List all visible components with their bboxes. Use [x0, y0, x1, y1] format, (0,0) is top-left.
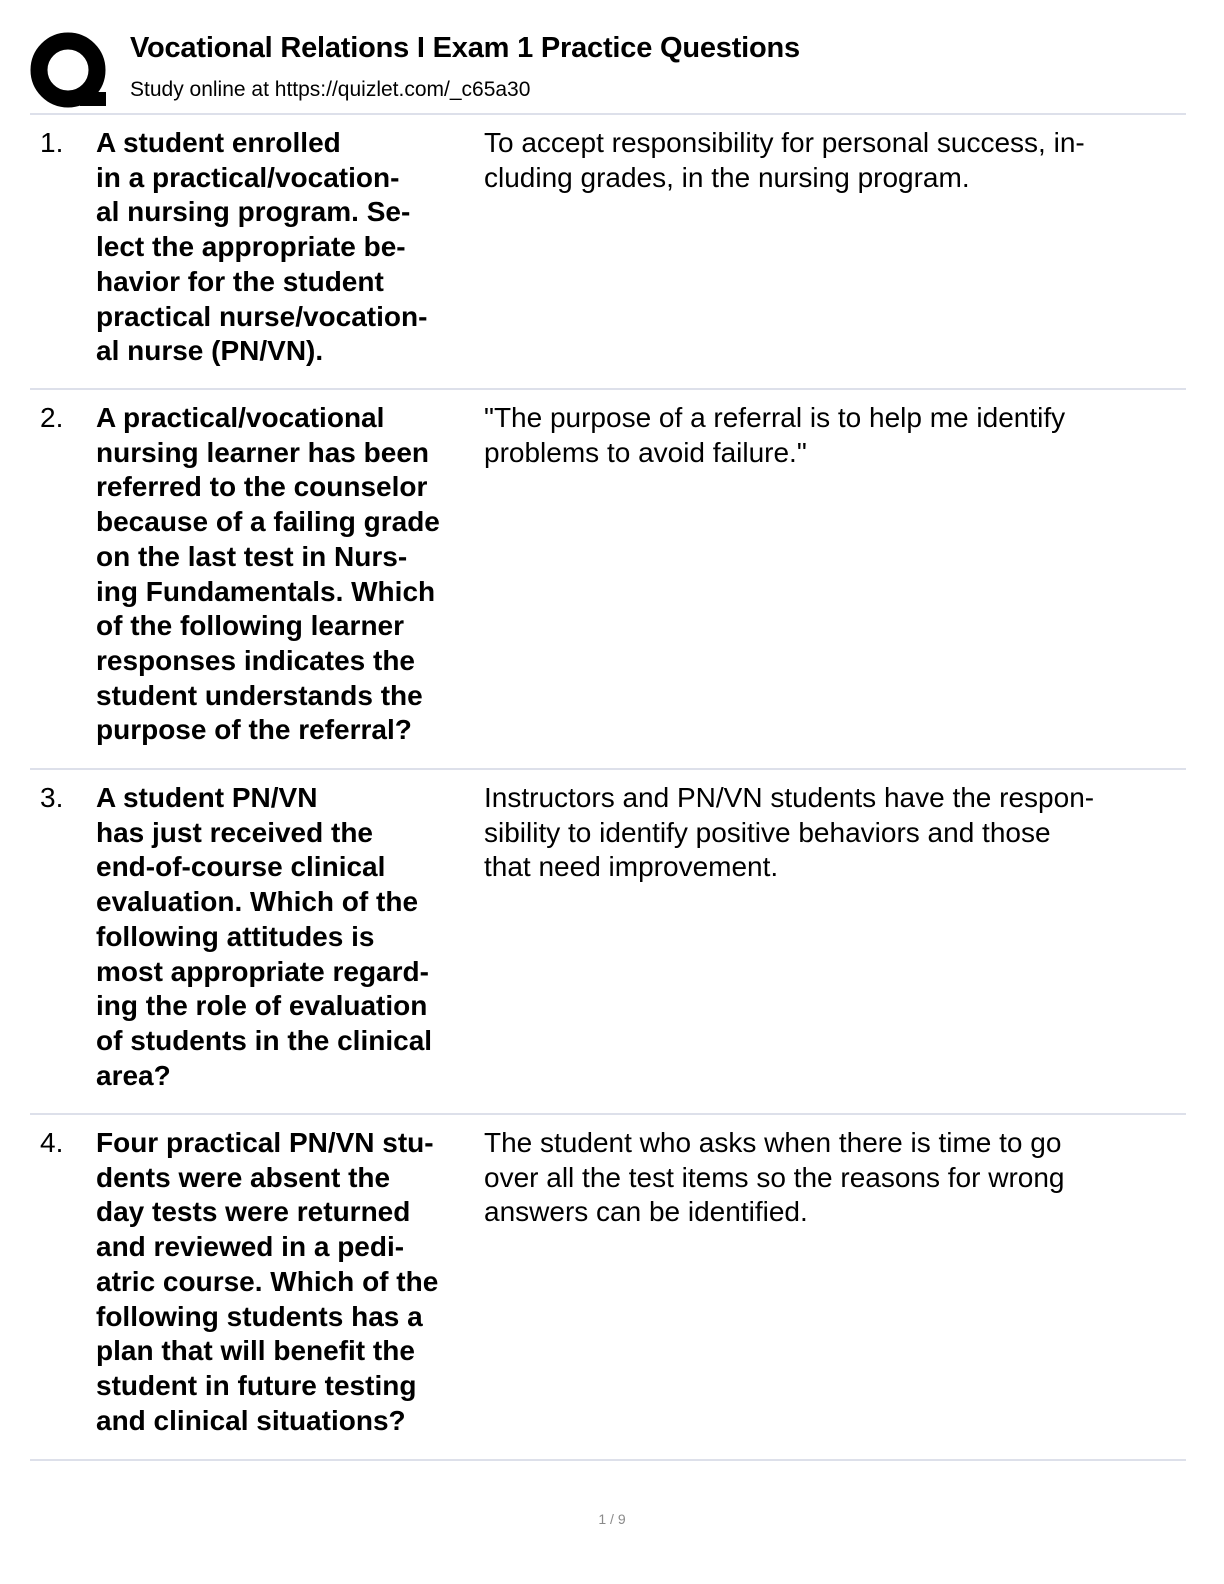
page-subtitle: Study online at https://quizlet.com/_c65a30 [130, 78, 531, 101]
question-text: A student enrolled in a practical/vocation- al nursing program. Se- lect the appropriate be- havior for the student practical nurse/vocation- al nurse (PN/VN). [96, 127, 428, 367]
question-number: 2. [40, 402, 64, 433]
card-divider [30, 388, 1186, 390]
answer-text: "The purpose of a referral is to help me identify problems to avoid failure." [484, 402, 1066, 468]
card-divider [30, 768, 1186, 770]
answer-text: To accept responsibility for personal success, in- cluding grades, in the nursing program. [484, 127, 1085, 193]
question-number: 1. [40, 127, 64, 158]
question-text: A student PN/VN has just received the end-of-course clinical evaluation. Which of the following attitudes is most appropriate regard- ing the role of evaluation of students in the clinical area? [96, 782, 433, 1091]
answer-text: Instructors and PN/VN students have the respon- sibility to identify positive behaviors and those that need improvement. [484, 782, 1095, 883]
question-number: 4. [40, 1127, 64, 1158]
question-text: Four practical PN/VN stu- dents were absent the day tests were returned and reviewed in a pedi- atric course. Which of the following students has a plan that will benefit the student in future testing and clinical situations? [96, 1127, 439, 1436]
page-title: Vocational Relations I Exam 1 Practice Questions [130, 32, 800, 64]
document-header [28, 28, 1188, 114]
header-divider [30, 113, 1186, 115]
answer-text: The student who asks when there is time to go over all the test items so the reasons for wrong answers can be identified. [484, 1127, 1065, 1228]
page-indicator: 1 / 9 [598, 1511, 626, 1527]
question-number: 3. [40, 782, 64, 813]
card-divider [30, 1113, 1186, 1115]
quizlet-q-logo-icon [30, 32, 108, 110]
card-divider [30, 1459, 1186, 1461]
question-text: A practical/vocational nursing learner has been referred to the counselor because of a failing grade on the last test in Nurs- ing Fundamentals. Which of the following learner responses indicates the student understands the purpose of the referral? [96, 402, 440, 746]
